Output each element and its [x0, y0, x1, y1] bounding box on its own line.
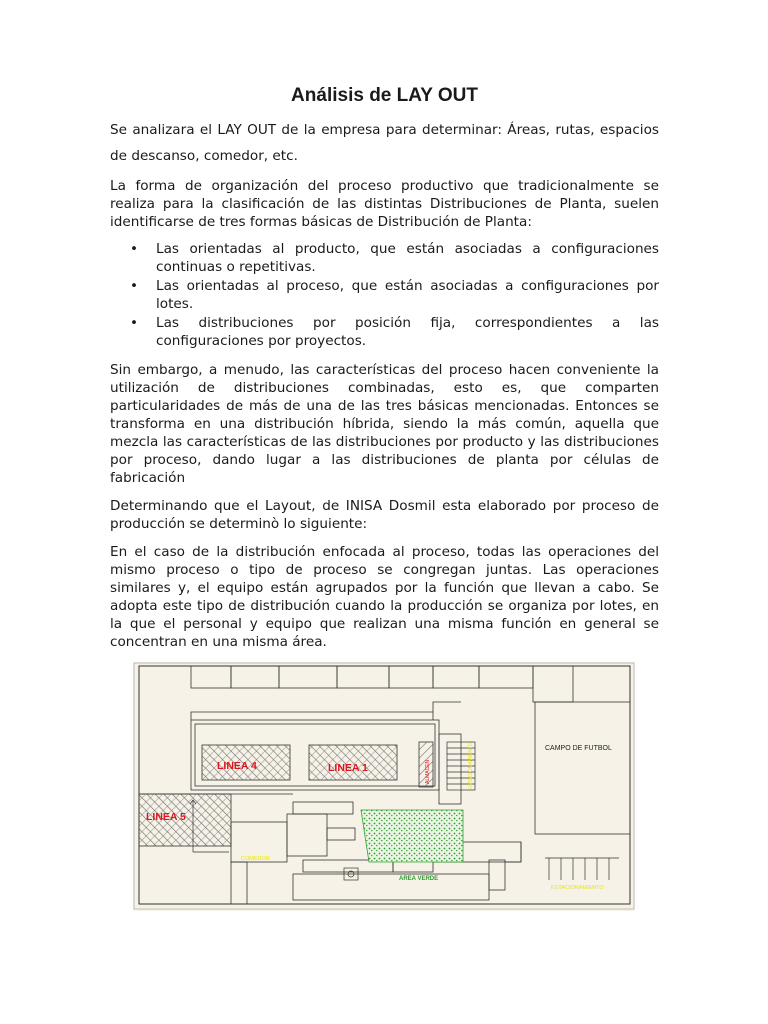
distribution-types-list: [110, 240, 659, 351]
list-item: • Las orientadas al producto, que están asociadas a configuraciones continuas o repetitivas.: [130, 241, 659, 275]
comedor-label: COMEDOR: [241, 856, 270, 862]
list-item: • Las orientadas al proceso, que están asociadas a configuraciones por lotes.: [130, 278, 659, 312]
page-title: Análisis de LAY OUT: [291, 85, 478, 106]
bullet-icon: •: [130, 278, 139, 294]
determining-paragraph: Determinando que el Layout, de INISA Dosmil esta elaborado por proceso de producción se determinò lo siguiente:: [110, 498, 659, 532]
intro-paragraph: Se analizara el LAY OUT de la empresa para determinar: Áreas, rutas, espacios de descanso, comedor, etc.: [110, 122, 659, 164]
campo-de-futbol-label: CAMPO DE FUTBOL: [545, 745, 612, 752]
plant-layout-figure: [133, 662, 635, 911]
area-verde-zone: [361, 810, 463, 862]
plant-layout-drawing: [133, 662, 635, 911]
linea-1-label: LINEA 1: [328, 762, 368, 774]
list-item: • Las distribuciones por posición fija, correspondientes a las configuraciones por proyectos.: [130, 315, 659, 349]
estacionamiento-label: ESTACIONAMIENTO: [551, 885, 604, 891]
almacen-label: ALMACEN: [425, 759, 431, 784]
bullet-icon: •: [130, 241, 139, 257]
bullet-icon: •: [130, 315, 139, 331]
organization-paragraph: La forma de organización del proceso productivo que tradicionalmente se realiza para la clasificación de las distintas Distribuciones de Planta, suelen identificarse de tres formas básicas de Distribución de Planta:: [110, 178, 659, 230]
linea-5-label: LINEA 5: [146, 811, 186, 823]
combined-paragraph: Sin embargo, a menudo, las características del proceso hacen conveniente la utilización de distribuciones combinadas, esto es, que comparten particularidades de más de una de las tres básicas mencionadas. Entonces se transforma en una distribución híbrida, siendo la más común, aquella que mezcla las características de las distribuciones por producto y las distribuciones por proceso, dando lugar a las distribuciones de planta por células de fabricación: [110, 362, 659, 486]
linea-4-label: LINEA 4: [217, 760, 257, 772]
campo-de-futbol-area: [535, 702, 630, 834]
process-case-paragraph: En el caso de la distribución enfocada al proceso, todas las operaciones del mismo proceso o tipo de proceso se congregan juntas. Las operaciones similares y, el equipo están agrupados por la función que llevan a cabo. Se adopta este tipo de distribución cuando la producción se organiza por lotes, en la que el personal y equipo que realizan una misma función en general se concentran en una misma área.: [110, 544, 659, 650]
top-rooms: [191, 666, 573, 702]
estacionamiento-vertical-label: ESTACIONAMIENTO: [468, 742, 474, 790]
parking-spaces: [545, 858, 619, 880]
area-verde-label: AREA VERDE: [399, 876, 439, 882]
